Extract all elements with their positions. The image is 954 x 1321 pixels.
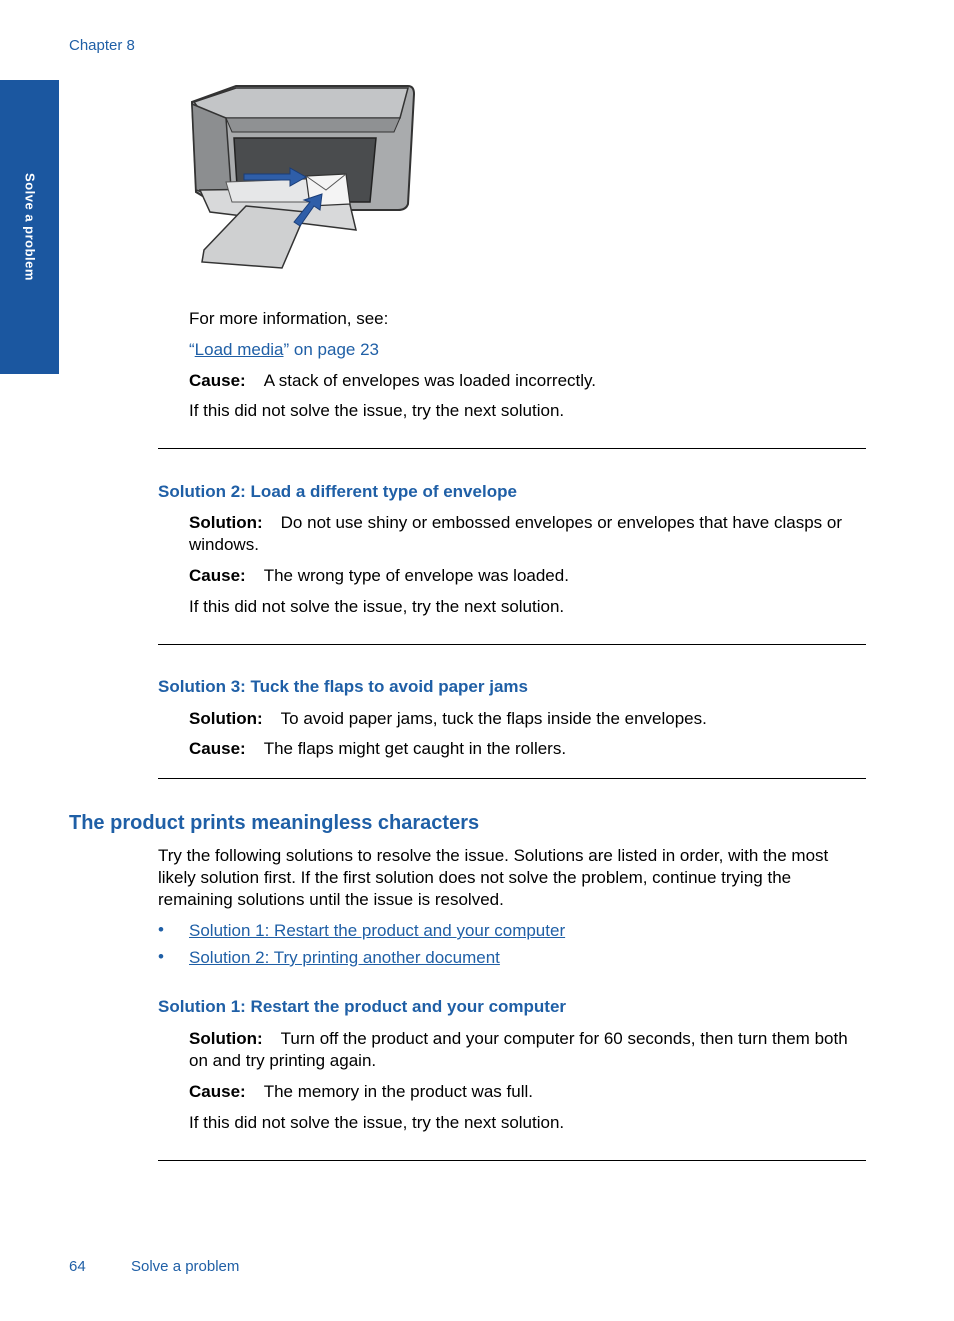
solution-label: Solution: [189,1029,263,1048]
solution-text: Turn off the product and your computer for 60 seconds, then turn them both on and try printing again. [189,1029,848,1070]
link-suffix: ” on page 23 [283,340,379,359]
solution-label: Solution: [189,513,263,532]
restart-cause [189,1081,869,1103]
footer-section: Solve a problem [131,1258,240,1275]
link-open-quote: “ [189,340,195,359]
side-tab [0,80,59,374]
cause-text: The flaps might get caught in the rollers. [263,739,567,758]
section-heading: The product prints meaningless characters [69,812,480,834]
cause-text: The memory in the product was full. [263,1082,533,1101]
divider [158,644,866,645]
page-number: 64 [69,1258,86,1275]
solution2-heading: Solution 2: Load a different type of envelope [158,482,517,501]
cause-label: Cause: [189,739,246,758]
solution-text: Do not use shiny or embossed envelopes or envelopes that have clasps or windows. [189,513,842,554]
divider [158,1160,866,1161]
print-another-document-link[interactable]: Solution 2: Try printing another document [189,948,500,967]
cause-label: Cause: [189,1082,246,1101]
solution3-cause [189,738,869,760]
intro-paragraph: Try the following solutions to resolve the issue. Solutions are listed in order, with the most likely solution first. If the first solution does not solve the problem, continue trying the remaining solutions until the issue is resolved. [158,846,829,909]
solution3-solution [189,708,869,730]
side-tab-label: Solve a problem [22,173,37,281]
restart-heading: Solution 1: Restart the product and your computer [158,997,567,1016]
cause-text: The wrong type of envelope was loaded. [263,566,569,585]
printer-icon [186,82,418,276]
solution2-solution [189,512,869,556]
restart-solution [189,1028,869,1072]
bullet-marker: • [158,920,164,939]
solution-link-item [189,947,869,969]
next-solution-text: If this did not solve the issue, try the next solution. [189,401,565,420]
solution3-heading: Solution 3: Tuck the flaps to avoid paper jams [158,677,528,696]
bullet-marker: • [158,947,164,966]
solution-link-item [189,920,869,942]
load-media-link[interactable]: Load media [194,340,284,359]
cause-text: A stack of envelopes was loaded incorrectly. [263,371,596,390]
solution2-cause [189,565,869,587]
divider [158,778,866,779]
solution-label: Solution: [189,709,263,728]
next-solution-text: If this did not solve the issue, try the next solution. [189,597,565,616]
cause-label: Cause: [189,371,246,390]
solution-text: To avoid paper jams, tuck the flaps inside the envelopes. [280,709,707,728]
more-info-text: For more information, see: [189,309,389,328]
printer-envelope-illustration [186,82,418,276]
divider [158,448,866,449]
next-solution-text: If this did not solve the issue, try the next solution. [189,1113,565,1132]
load-media-reference [189,339,869,361]
restart-solution-link[interactable]: Solution 1: Restart the product and your computer [189,921,566,940]
cause-label: Cause: [189,566,246,585]
cause-paragraph-1 [189,370,869,392]
chapter-header: Chapter 8 [69,37,135,54]
